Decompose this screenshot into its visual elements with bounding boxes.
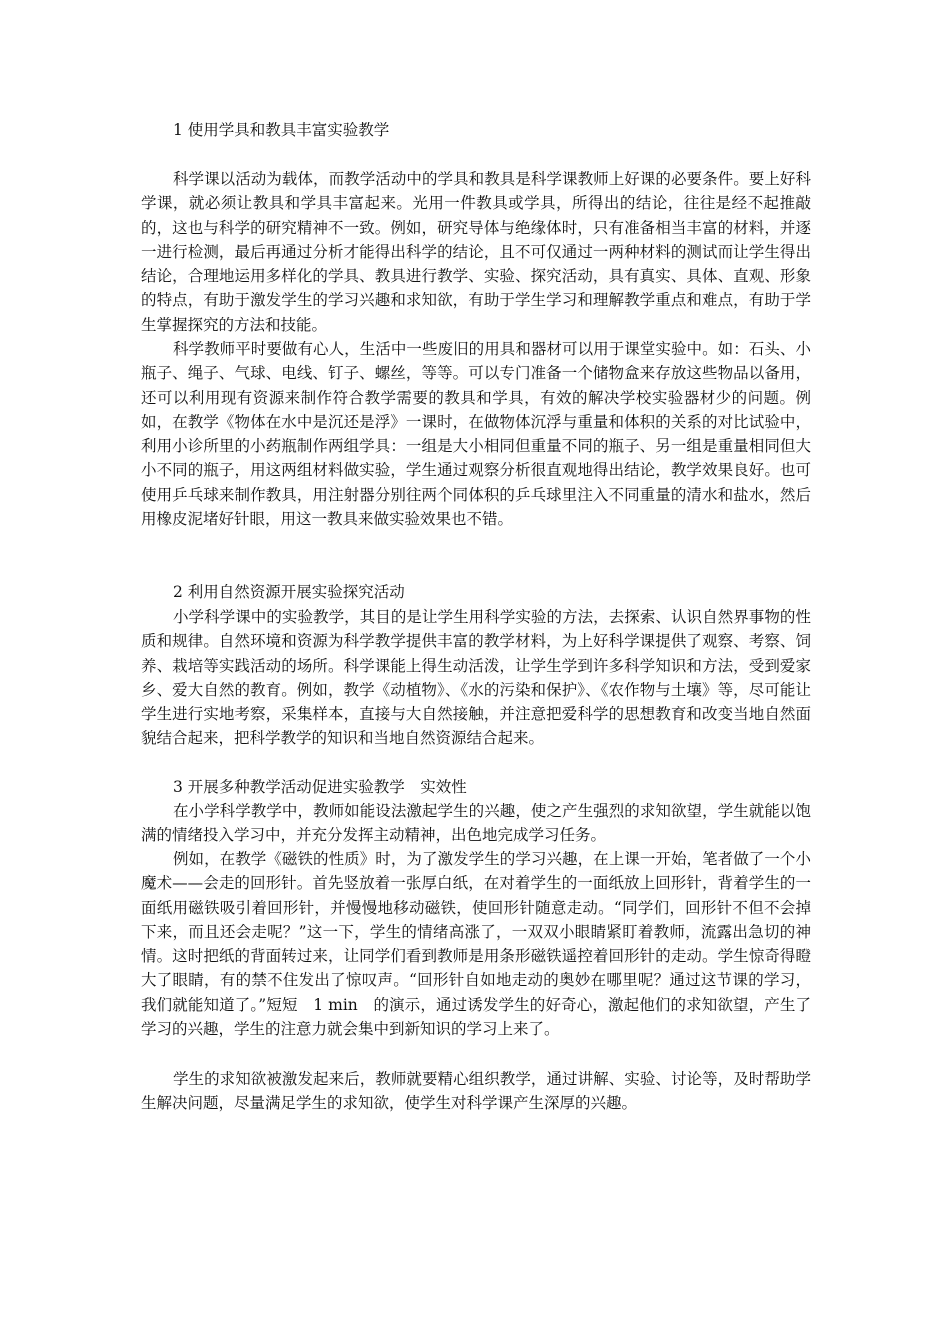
paragraph-6: 学生的求知欲被激发起来后，教师就要精心组织教学，通过讲解、实验、讨论等，及时帮助学生解决问题，尽量满足学生的求知欲，使学生对科学课产生深厚的兴趣。 bbox=[141, 1070, 811, 1113]
section-heading-2: 2 利用自然资源开展实验探究活动 bbox=[173, 583, 405, 601]
paragraph-1: 科学课以活动为载体，而教学活动中的学具和教具是科学课教师上好课的必要条件。要上好科学课，就必须让教具和学具丰富起来。光用一件教具或学具，所得出的结论，往往是经不起推敲的，这也与科学的研究精神不一致。例如，研究导体与绝缘体时，只有准备相当丰富的材料，并逐一进行检测，最后再通过分析才能得出科学的结论，且不可仅通过一两种材料的测试而让学生得出结论，合理地运用多样化的学具、教具进行教学、实验、探究活动，具有真实、具体、直观、形象的特点，有助于激发学生的学习兴趣和求知欲，有助于学生学习和理解教学重点和难点，有助于学生掌握探究的方法和技能。 bbox=[141, 170, 811, 334]
paragraph-2: 科学教师平时要做有心人，生活中一些废旧的用具和器材可以用于课堂实验中。如：石头、小瓶子、绳子、气球、电线、钉子、螺丝，等等。可以专门准备一个储物盒来存放这些物品以备用，还可以利用现有资源来制作符合教学需要的教具和学具，有效的解决学校实验器材少的问题。例如，在教学《物体在水中是沉还是浮》一课时，在做物体沉浮与重量和体积的关系的对比试验中，利用小诊所里的小药瓶制作两组学具：一组是大小相同但重量不同的瓶子、另一组是重量相同但大小不同的瓶子，用这两组材料做实验，学生通过观察分析很直观地得出结论，教学效果良好。也可使用乒乓球来制作教具，用注射器分别往两个同体积的乒乓球里注入不同重量的清水和盐水，然后用橡皮泥堵好针眼，用这一教具来做实验效果也不错。 bbox=[141, 340, 811, 529]
section-heading-3: 3 开展多种教学活动促进实验教学 实效性 bbox=[173, 778, 467, 796]
section-heading-1: 1 使用学具和教具丰富实验教学 bbox=[173, 121, 390, 139]
paragraph-4: 在小学科学教学中，教师如能设法激起学生的兴趣，使之产生强烈的求知欲望，学生就能以饱满的情绪投入学习中，并充分发挥主动精神，出色地完成学习任务。 bbox=[141, 802, 811, 845]
paragraph-3: 小学科学课中的实验教学，其目的是让学生用科学实验的方法，去探索、认识自然界事物的性质和规律。自然环境和资源为科学教学提供丰富的教学材料，为上好科学课提供了观察、考察、饲养、栽培等实践活动的场所。科学课能上得生动活泼，让学生学到许多科学知识和方法，受到爱家乡、爱大自然的教育。例如，教学《动植物》、《水的污染和保护》、《农作物与土壤》等，尽可能让学生进行实地考察，采集样本，直接与大自然接触，并注意把爱科学的思想教育和改变当地自然面貌结合起来，把科学教学的知识和当地自然资源结合起来。 bbox=[141, 608, 811, 748]
paragraph-5: 例如，在教学《磁铁的性质》时，为了激发学生的学习兴趣，在上课一开始，笔者做了一个小魔术——会走的回形针。首先竖放着一张厚白纸，在对着学生的一面纸放上回形针，背着学生的一面纸用磁铁吸引着回形针，并慢慢地移动磁铁，使回形针随意走动。“同学们，回形针不但不会掉下来，而且还会走呢？”这一下，学生的情绪高涨了，一双双小眼睛紧盯着教师，流露出急切的神情。这时把纸的背面转过来，让同学们看到教师是用条形磁铁遥控着回形针的走动。学生惊奇得瞪大了眼睛，有的禁不住发出了惊叹声。“回形针自如地走动的奥妙在哪里呢？通过这节课的学习，我们就能知道了。”短短 1 min 的演示，通过诱发学生的好奇心，激起他们的求知欲望，产生了学习的兴趣，学生的注意力就会集中到新知识的学习上来了。 bbox=[141, 850, 811, 1039]
